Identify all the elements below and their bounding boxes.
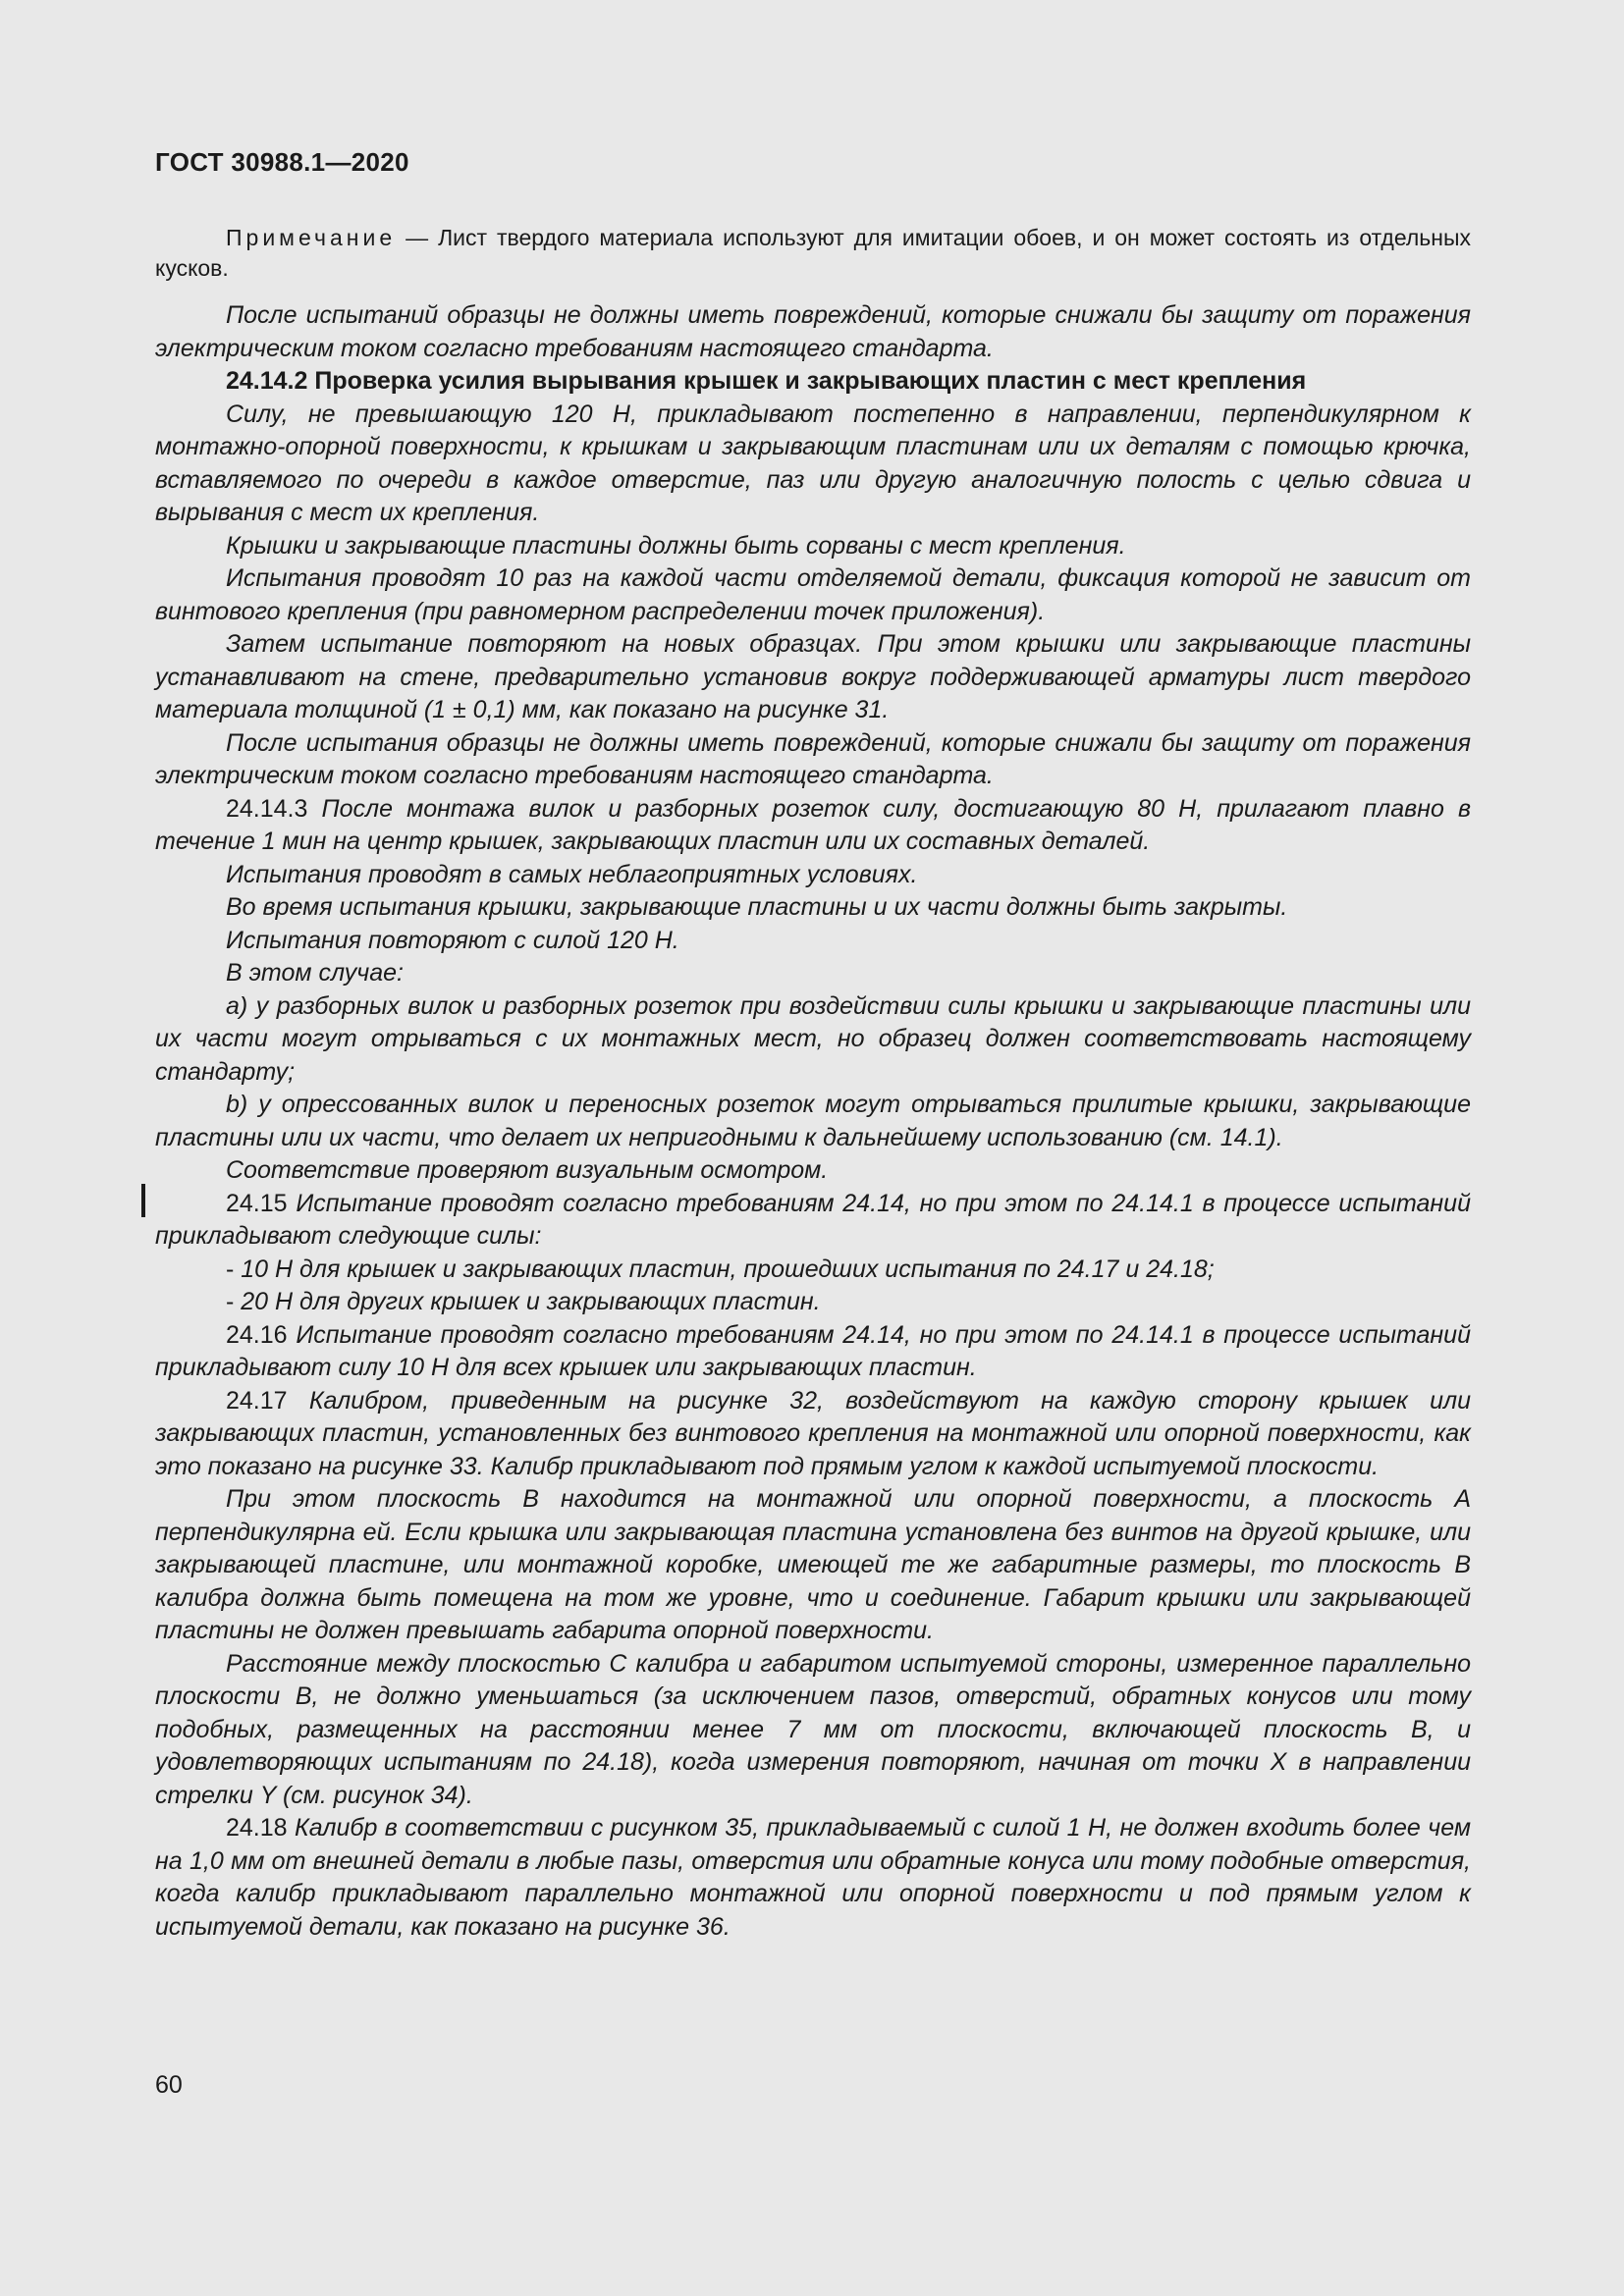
clause-number: 24.14.3 bbox=[226, 794, 308, 823]
clause-number: 24.15 bbox=[226, 1189, 288, 1217]
change-marker bbox=[141, 1184, 145, 1217]
paragraph: После испытания образцы не должны иметь повреждений, которые снижали бы защиту от поражения электрическим током согласно требованиям настоящего стандарта. bbox=[155, 728, 1471, 789]
note-text: — Лист твердого материала используют для имитации обоев, и он может состоять из отдельных кусков. bbox=[155, 225, 1471, 281]
paragraph bbox=[155, 1188, 1471, 1254]
paragraph bbox=[155, 793, 1471, 859]
page-content bbox=[155, 223, 1471, 1944]
clause-text: Испытание проводят согласно требованиям 24.14, но при этом по 24.14.1 в процессе испытаний прикладывают следующие силы: bbox=[155, 1189, 1471, 1250]
paragraph: Силу, не превышающую 120 Н, прикладывают постепенно в направлении, перпендикулярном к монтажно-опорной поверхности, к крышкам и закрывающим пластинам или их деталям с помощью крючка, вставляемого по очереди в каждое отверстие, паз или другую аналогичную полость с целью сдвига и вырывания с мест их крепления. bbox=[155, 400, 1471, 526]
list-item: b) у опрессованных вилок и переносных розеток могут отрываться прилитые крышки, закрывающие пластины или их части, что делает их непригодными к дальнейшему использованию (см. 14.1). bbox=[155, 1091, 1471, 1151]
paragraph: Затем испытание повторяют на новых образцах. При этом крышки или закрывающие пластины устанавливают на стене, предварительно установив вокруг поддерживающей арматуры лист твердого материала толщиной (1 ± 0,1) мм, как показано на рисунке 31. bbox=[155, 630, 1471, 723]
paragraph: После испытаний образцы не должны иметь повреждений, которые снижали бы защиту от поражения электрическим током согласно требованиям настоящего стандарта. bbox=[155, 301, 1471, 362]
note-label: Примечание bbox=[226, 225, 397, 250]
dash-marker: - bbox=[226, 1288, 235, 1315]
paragraph bbox=[155, 1319, 1471, 1385]
paragraph: Крышки и закрывающие пластины должны быть сорваны с мест крепления. bbox=[226, 531, 1126, 560]
paragraph: Испытания проводят в самых неблагоприятных условиях. bbox=[226, 860, 918, 888]
paragraph: Испытания повторяют с силой 120 Н. bbox=[226, 926, 679, 954]
clause-text: После монтажа вилок и разборных розеток силу, достигающую 80 Н, прилагают плавно в течение 1 мин на центр крышек, закрывающих пластин или их составных деталей. bbox=[155, 794, 1472, 855]
note bbox=[155, 223, 1471, 284]
clause-text: Калибром, приведенным на рисунке 32, воздействуют на каждую сторону крышек или закрывающих пластин, установленных без винтового крепления на монтажной или опорной поверхности, как это показано на рисунке 33. Калибр прикладывают под прямым углом к каждой испытуемой плоскости. bbox=[155, 1386, 1471, 1480]
dash-item bbox=[155, 1286, 1471, 1319]
paragraph: Во время испытания крышки, закрывающие пластины и их части должны быть закрыты. bbox=[226, 893, 1288, 921]
body-text bbox=[155, 299, 1471, 1944]
clause-number: 24.17 bbox=[226, 1386, 288, 1415]
section-heading: 24.14.2 Проверка усилия вырывания крышек и закрывающих пластин с мест крепления bbox=[226, 367, 1307, 395]
clause-number: 24.18 bbox=[226, 1814, 288, 1842]
paragraph bbox=[155, 1812, 1471, 1944]
dash-text: 20 Н для других крышек и закрывающих пластин. bbox=[241, 1288, 821, 1315]
dash-text: 10 Н для крышек и закрывающих пластин, прошедших испытания по 24.17 и 24.18; bbox=[241, 1255, 1215, 1283]
clause-number: 24.16 bbox=[226, 1320, 288, 1349]
list-item: a) у разборных вилок и разборных розеток при воздействии силы крышки и закрывающие пластины или их части могут отрываться с их монтажных мест, но образец должен соответствовать настоящему стандарту; bbox=[155, 991, 1471, 1086]
paragraph: В этом случае: bbox=[226, 959, 404, 987]
paragraph: Расстояние между плоскостью C калибра и габаритом испытуемой стороны, измеренное параллельно плоскости B, не должно уменьшаться (за исключением пазов, отверстий, обратных конусов или тому подобных, размещенных на расстоянии менее 7 мм от плоскости, включающей плоскость B, и удовлетворяющих испытаниям по 24.18), когда измерения повторяют, начиная от точки X в направлении стрелки Y (см. рисунок 34). bbox=[155, 1649, 1471, 1809]
document-header: ГОСТ 30988.1—2020 bbox=[155, 147, 409, 177]
paragraph bbox=[155, 1385, 1471, 1484]
dash-item bbox=[155, 1254, 1471, 1287]
dash-marker: - bbox=[226, 1255, 235, 1283]
clause-text: Испытание проводят согласно требованиям 24.14, но при этом по 24.14.1 в процессе испытаний прикладывают силу 10 Н для всех крышек или закрывающих пластин. bbox=[155, 1320, 1471, 1381]
paragraph: Испытания проводят 10 раз на каждой части отделяемой детали, фиксация которой не зависит от винтового крепления (при равномерном распределении точек приложения). bbox=[155, 564, 1471, 625]
paragraph: При этом плоскость B находится на монтажной или опорной поверхности, а плоскость A перпендикулярна ей. Если крышка или закрывающая пластина установлена без винтов на другой крышке, или закрывающей пластине, или монтажной коробке, имеющей те же габаритные размеры, то плоскость B калибра должна быть помещена на том же уровне, что и соединение. Габарит крышки или закрывающей пластины не должен превышать габарита опорной поверхности. bbox=[155, 1485, 1471, 1644]
clause-text: Калибр в соответствии с рисунком 35, прикладываемый с силой 1 Н, не должен входить более чем на 1,0 мм от внешней детали в любые пазы, отверстия или обратные конуса или тому подобные отверстия, когда калибр прикладывают параллельно монтажной или опорной поверхности и под прямым углом к испытуемой детали, как показано на рисунке 36. bbox=[155, 1814, 1471, 1941]
page-number: 60 bbox=[155, 2071, 183, 2099]
paragraph: Соответствие проверяют визуальным осмотром. bbox=[226, 1156, 829, 1184]
